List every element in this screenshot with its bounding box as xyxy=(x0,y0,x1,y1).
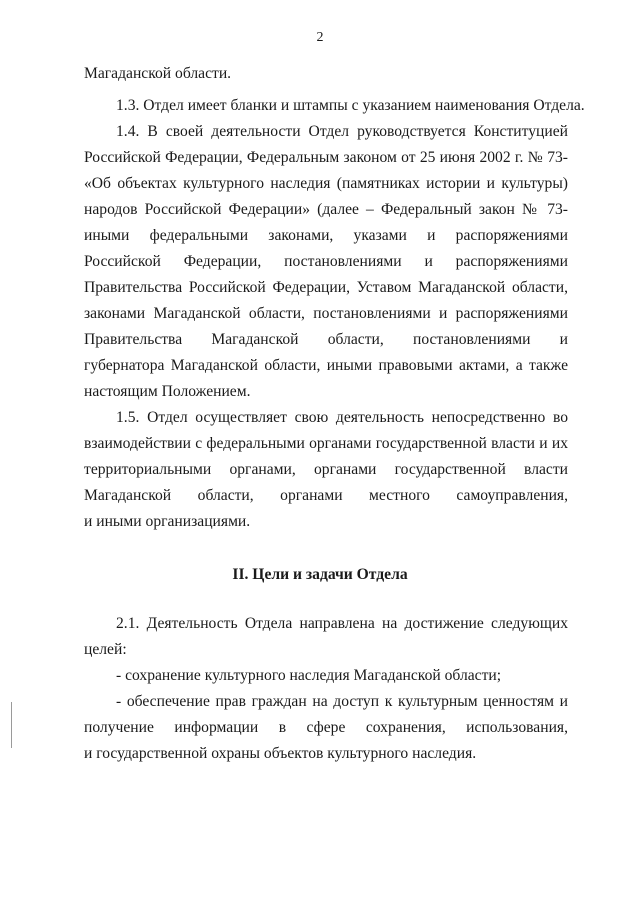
text-line: территориальными органами, органами государственной власти xyxy=(84,461,568,478)
text-line: взаимодействии с федеральными органами государственной власти и их xyxy=(84,435,568,452)
list-item: - обеспечение прав граждан на доступ к культурным ценностям и xyxy=(116,693,568,710)
text-line: «Об объектах культурного наследия (памятниках истории и культуры) xyxy=(84,175,568,192)
text-line: законами Магаданской области, постановлениями и распоряжениями xyxy=(84,305,568,322)
text-line: Российской Федерации, постановлениями и распоряжениями xyxy=(84,253,568,270)
text-line: Российской Федерации, Федеральным законом от 25 июня 2002 г. № 73- xyxy=(84,149,568,166)
scan-edge-mark xyxy=(11,702,12,748)
text-line: 1.3. Отдел имеет бланки и штампы с указанием наименования Отдела. xyxy=(116,97,585,114)
text-line: иными федеральными законами, указами и распоряжениями xyxy=(84,227,568,244)
text-line: 2.1. Деятельность Отдела направлена на достижение следующих xyxy=(116,615,568,632)
list-item: - сохранение культурного наследия Магаданской области; xyxy=(116,667,502,684)
page-number: 2 xyxy=(316,30,324,45)
text-line: и иными организациями. xyxy=(84,513,251,530)
section-heading: II. Цели и задачи Отдела xyxy=(232,566,408,583)
text-line: и государственной охраны объектов культурного наследия. xyxy=(84,745,477,762)
text-line: народов Российской Федерации» (далее – Федеральный закон № 73- xyxy=(84,201,568,218)
text-line: Магаданской области, органами местного самоуправления, xyxy=(84,487,568,504)
text-line: Магаданской области. xyxy=(84,65,232,82)
text-line: целей: xyxy=(84,641,127,658)
text-line: 1.4. В своей деятельности Отдел руководствуется Конституцией xyxy=(116,123,568,140)
text-line: Правительства Магаданской области, постановлениями и xyxy=(84,331,568,348)
text-line: Правительства Российской Федерации, Уставом Магаданской области, xyxy=(84,279,568,296)
text-line: губернатора Магаданской области, иными правовыми актами, а также xyxy=(84,357,568,374)
text-line: получение информации в сфере сохранения, использования, xyxy=(84,719,568,736)
text-line: 1.5. Отдел осуществляет свою деятельность непосредственно во xyxy=(116,409,568,426)
text-line: настоящим Положением. xyxy=(84,383,251,400)
